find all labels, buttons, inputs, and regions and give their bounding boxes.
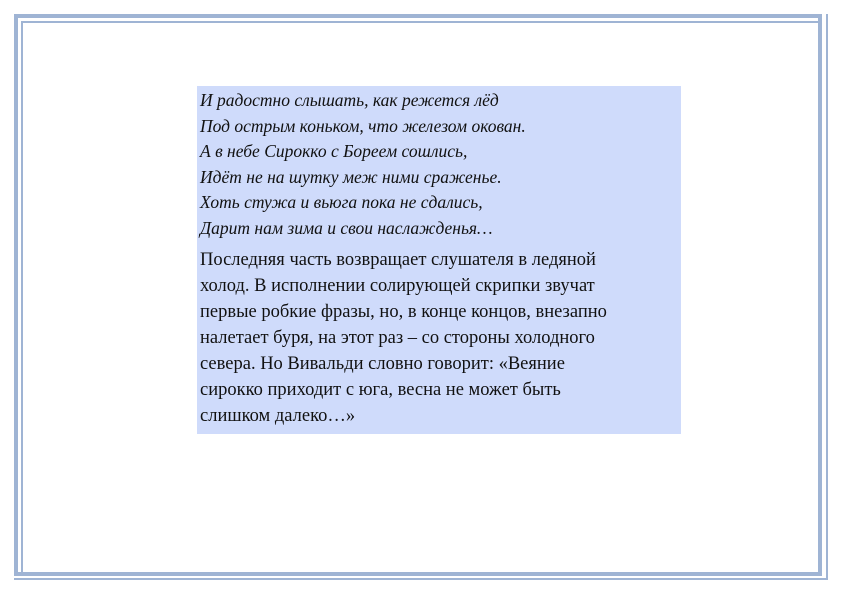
poem-quote: [200, 88, 679, 241]
text-box: [197, 86, 681, 434]
paragraph-line: слишком далеко…»: [200, 406, 356, 426]
paragraph-line: налетает буря, на этот раз – со стороны холодного: [200, 328, 595, 348]
poem-line: И радостно слышать, как режется лёд: [200, 90, 499, 110]
poem-line: Дарит нам зима и свои наслажденья…: [200, 217, 493, 238]
poem-line: Идёт не на шутку меж ними сраженье.: [200, 166, 502, 187]
poem-line: А в небе Сирокко с Бореем сошлись,: [200, 141, 468, 161]
paragraph-line: первые робкие фразы, но, в конце концов, внезапно: [200, 302, 607, 322]
paragraph-line: сирокко приходит с юга, весна не может быть: [200, 380, 561, 400]
slide-frame-shadow-bottom: [14, 578, 828, 580]
paragraph-line: Последняя часть возвращает слушателя в ледяной: [200, 250, 596, 270]
slide-frame-shadow-right: [826, 14, 828, 580]
paragraph-line: севера. Но Вивальди словно говорит: «Веяние: [200, 354, 565, 374]
poem-line: Хоть стужа и вьюга пока не сдались,: [200, 192, 483, 212]
poem-line: Под острым коньком, что железом окован.: [200, 115, 526, 136]
description-paragraph: [200, 247, 679, 429]
paragraph-line: холод. В исполнении солирующей скрипки звучат: [200, 276, 595, 296]
